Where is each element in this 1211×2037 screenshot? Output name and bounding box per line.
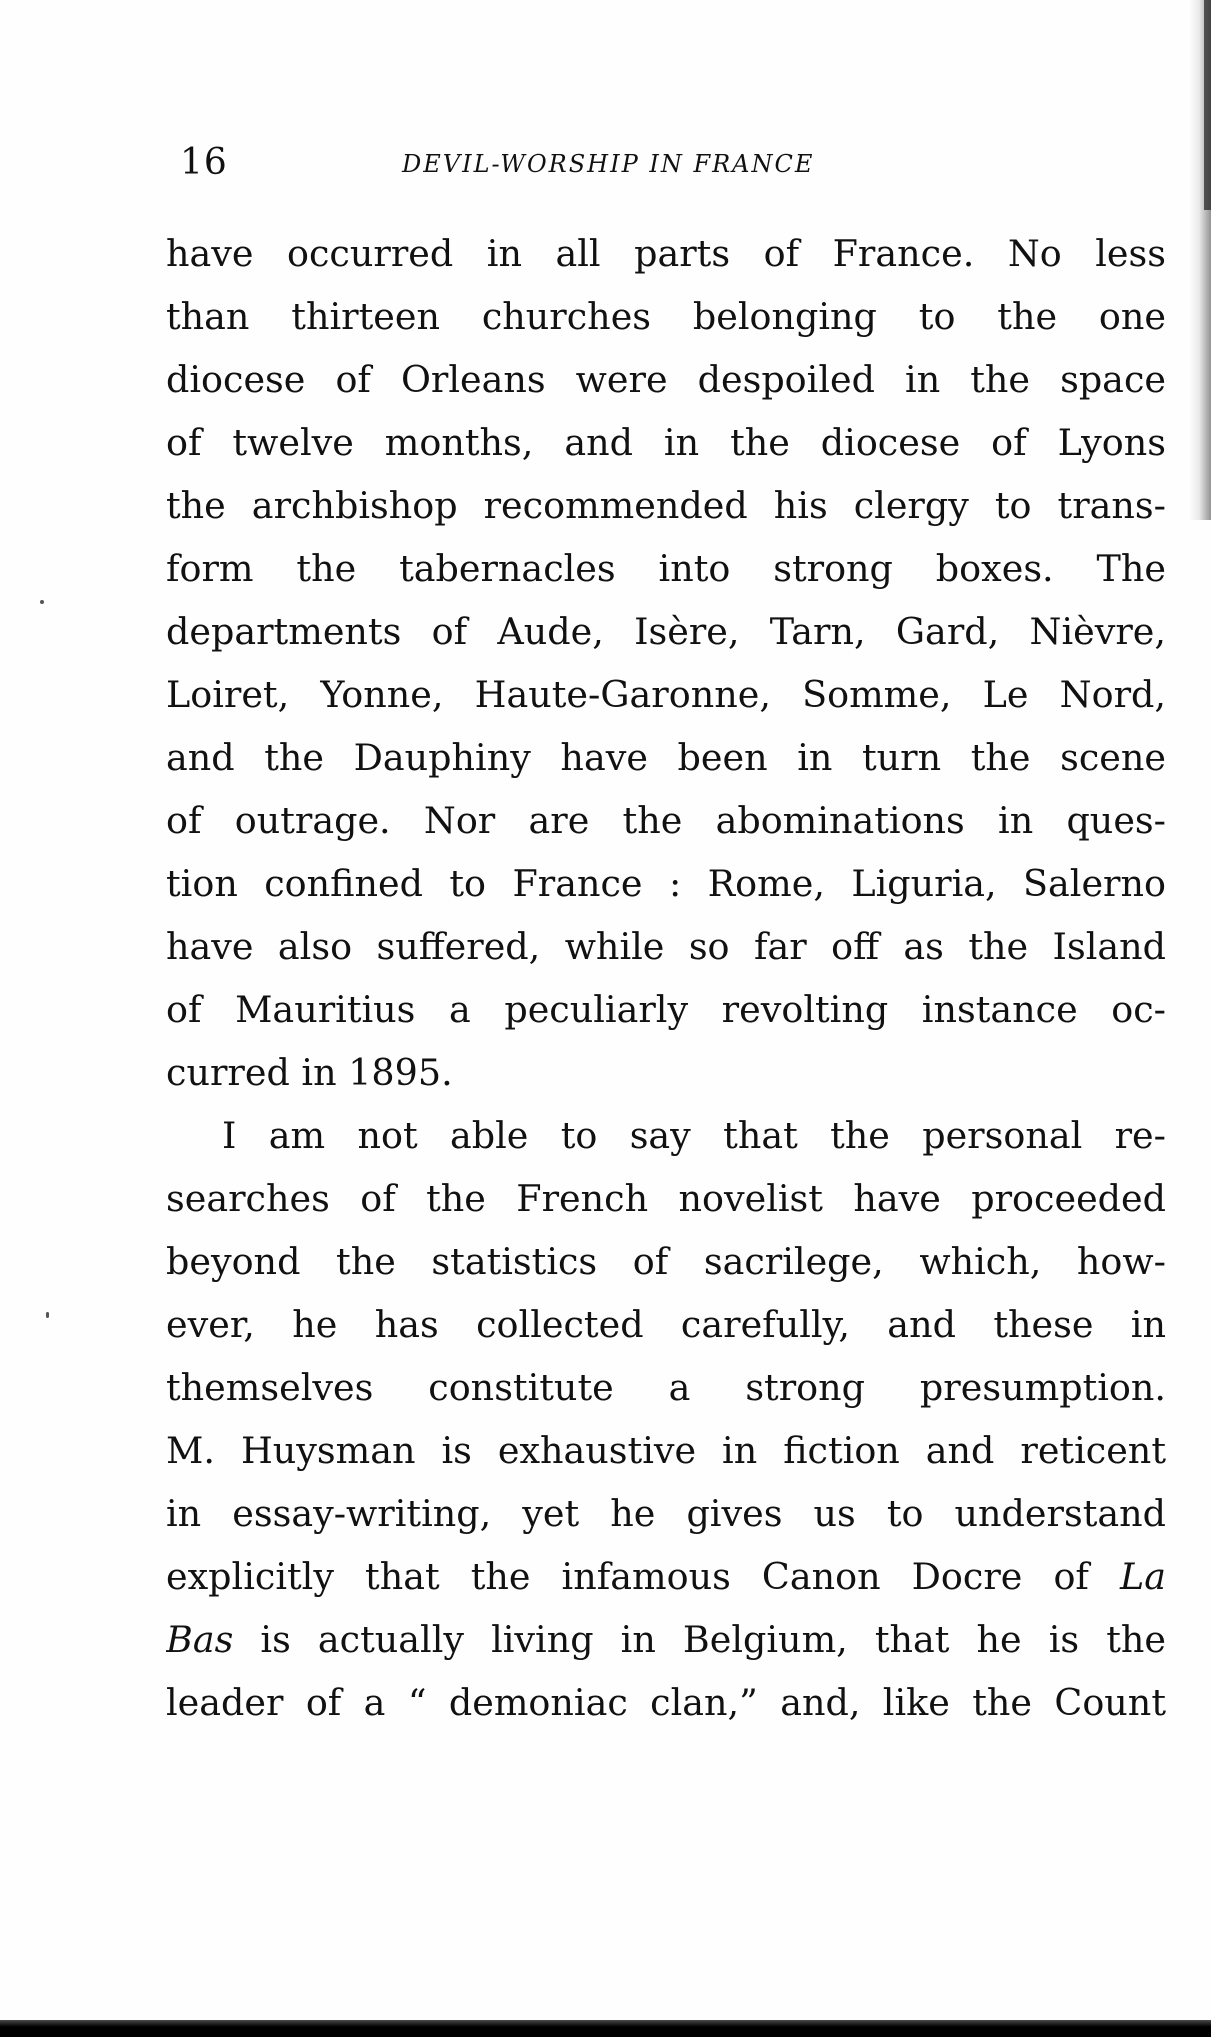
text-line: form the tabernacles into strong boxes. The [166, 547, 1166, 590]
scan-speck [40, 600, 44, 604]
text-line: searches of the French novelist have proceeded [166, 1177, 1166, 1220]
text-line: in essay-writing, yet he gives us to understand [166, 1492, 1166, 1535]
text-line: the archbishop recommended his clergy to trans- [166, 484, 1166, 527]
text-line: and the Dauphiny have been in turn the scene [166, 736, 1166, 779]
text-line: of twelve months, and in the diocese of Lyons [166, 421, 1166, 464]
text-span: is actually living in Belgium, that he is the [233, 1618, 1166, 1661]
text-line: curred in 1895. [166, 1051, 453, 1094]
text-line: tion confined to France : Rome, Liguria, Salerno [166, 862, 1166, 905]
text-line [166, 1608, 1166, 1671]
text-line: beyond the statistics of sacrilege, which, how- [166, 1240, 1166, 1283]
scan-speck [46, 1312, 49, 1318]
book-title-italic: La [1120, 1555, 1166, 1598]
text-line: diocese of Orleans were despoiled in the space [166, 358, 1166, 401]
text-line: ever, he has collected carefully, and these in [166, 1303, 1166, 1346]
text-span: explicitly that the infamous Canon Docre of [166, 1555, 1120, 1598]
text-line: M. Huysman is exhaustive in fiction and reticent [166, 1429, 1166, 1472]
text-line: than thirteen churches belonging to the one [166, 295, 1166, 338]
text-line: I am not able to say that the personal re- [222, 1114, 1166, 1157]
page-number: 16 [180, 142, 228, 183]
header-title: DEVIL-WORSHIP IN FRANCE [402, 150, 815, 178]
text-line: have also suffered, while so far off as the Island [166, 925, 1166, 968]
text-line [166, 1545, 1166, 1608]
scan-edge-binding [1204, 0, 1211, 210]
book-title-italic: Bas [166, 1618, 234, 1661]
text-line: of Mauritius a peculiarly revolting instance oc- [166, 988, 1166, 1031]
text-line: Loiret, Yonne, Haute-Garonne, Somme, Le Nord, [166, 673, 1166, 716]
text-line: themselves constitute a strong presumption. [166, 1366, 1166, 1409]
body-text [166, 222, 1166, 1734]
running-head [180, 142, 950, 182]
text-line: leader of a “ demoniac clan,” and, like the Count [166, 1681, 1166, 1724]
bottom-scan-border [0, 2020, 1211, 2037]
text-line: of outrage. Nor are the abominations in ques- [166, 799, 1166, 842]
text-line: departments of Aude, Isère, Tarn, Gard, Nièvre, [166, 610, 1166, 653]
text-line: have occurred in all parts of France. No less [166, 232, 1166, 275]
